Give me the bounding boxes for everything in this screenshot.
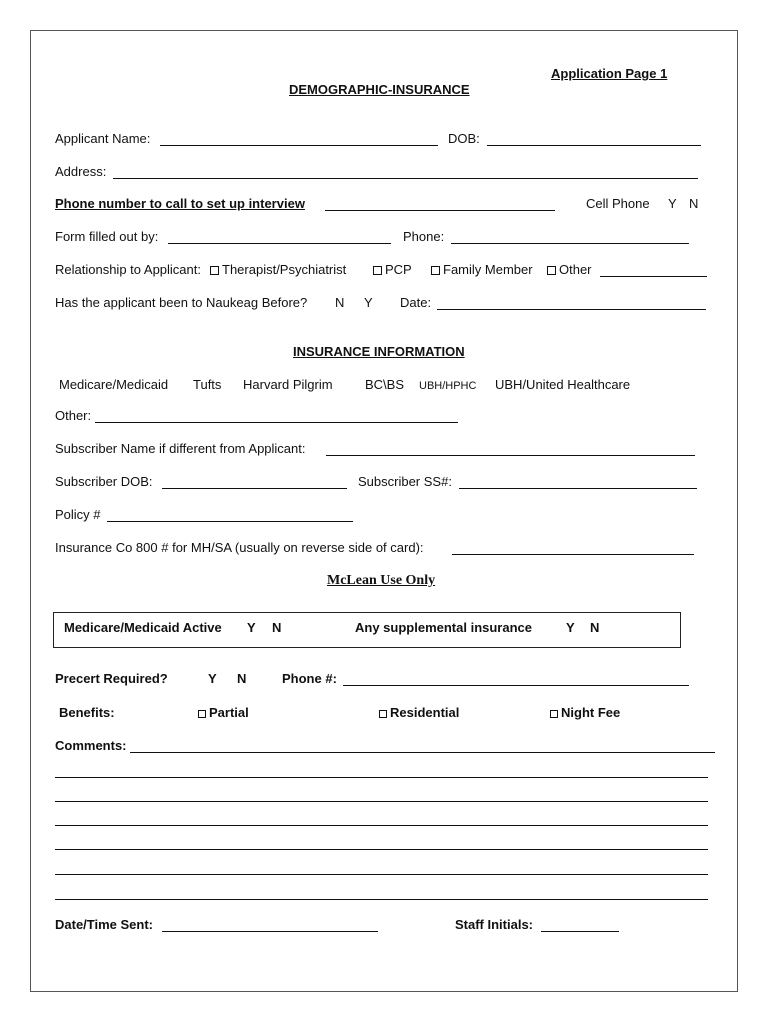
subscriber-ss-field[interactable]	[459, 488, 697, 489]
subscriber-name-label: Subscriber Name if different from Applicant:	[55, 441, 306, 456]
other-label: Other:	[55, 408, 92, 423]
policy-label: Policy #	[55, 507, 101, 522]
precert-label: Precert Required?	[55, 671, 168, 686]
form-page	[30, 30, 738, 992]
insurance-800-field[interactable]	[452, 554, 694, 555]
comments-line-3[interactable]	[55, 801, 708, 802]
phone-field[interactable]	[451, 243, 689, 244]
relationship-label: Relationship to Applicant:	[55, 262, 201, 277]
provider-ubh-united[interactable]: UBH/United Healthcare	[495, 377, 631, 392]
page-label: Application Page 1	[551, 66, 668, 81]
form-filled-field[interactable]	[168, 243, 391, 244]
precert-y[interactable]: Y	[208, 671, 217, 686]
date-label: Date:	[400, 295, 432, 310]
phone-interview-field[interactable]	[325, 210, 555, 211]
supplemental-n[interactable]: N	[590, 620, 600, 635]
other-field[interactable]	[95, 422, 458, 423]
comments-line-2[interactable]	[55, 777, 708, 778]
mclean-title: McLean Use Only	[327, 573, 436, 588]
naukeag-y[interactable]: Y	[364, 295, 373, 310]
rel-option-family[interactable]: Family Member	[431, 262, 533, 278]
address-field[interactable]	[113, 178, 698, 179]
comments-line-6[interactable]	[55, 874, 708, 875]
subscriber-dob-field[interactable]	[162, 488, 347, 489]
provider-harvard[interactable]: Harvard Pilgrim	[243, 377, 333, 392]
comments-label: Comments:	[55, 738, 127, 753]
policy-field[interactable]	[107, 521, 353, 522]
cell-phone-n[interactable]: N	[689, 196, 699, 211]
precert-phone-label: Phone #:	[282, 671, 337, 686]
precert-n[interactable]: N	[237, 671, 247, 686]
medicare-active-label: Medicare/Medicaid Active	[64, 620, 222, 635]
rel-option-pcp[interactable]: PCP	[373, 262, 412, 278]
staff-initials-label: Staff Initials:	[455, 917, 534, 932]
benefits-label: Benefits:	[59, 705, 115, 720]
medicare-active-y[interactable]: Y	[247, 620, 256, 635]
phone-interview-label: Phone number to call to set up interview	[55, 196, 305, 211]
rel-other-field[interactable]	[600, 276, 707, 277]
provider-tufts[interactable]: Tufts	[193, 377, 222, 392]
rel-option-therapist[interactable]: Therapist/Psychiatrist	[210, 262, 346, 278]
supplemental-label: Any supplemental insurance	[355, 620, 532, 635]
date-sent-field[interactable]	[162, 931, 378, 932]
cell-phone-label: Cell Phone	[586, 196, 650, 211]
dob-label: DOB:	[448, 131, 480, 146]
phone-label: Phone:	[403, 229, 445, 244]
form-filled-label: Form filled out by:	[55, 229, 159, 244]
address-label: Address:	[55, 164, 107, 179]
checkbox-icon	[210, 266, 219, 275]
staff-initials-field[interactable]	[541, 931, 619, 932]
provider-bcbs[interactable]: BC\BS	[365, 377, 405, 392]
insurance-800-label: Insurance Co 800 # for MH/SA (usually on reverse side of card):	[55, 540, 424, 555]
applicant-name-label: Applicant Name:	[55, 131, 151, 146]
checkbox-icon	[547, 266, 556, 275]
checkbox-icon	[379, 710, 387, 718]
cell-phone-y[interactable]: Y	[668, 196, 677, 211]
insurance-title: INSURANCE INFORMATION	[293, 344, 465, 359]
checkbox-icon	[373, 266, 382, 275]
subscriber-name-field[interactable]	[326, 455, 695, 456]
precert-phone-field[interactable]	[343, 685, 689, 686]
comments-line-5[interactable]	[55, 849, 708, 850]
date-field[interactable]	[437, 309, 706, 310]
medicare-active-n[interactable]: N	[272, 620, 282, 635]
benefit-residential[interactable]: Residential	[379, 705, 459, 721]
benefit-night-fee[interactable]: Night Fee	[550, 705, 620, 721]
comments-line-4[interactable]	[55, 825, 708, 826]
rel-option-other[interactable]: Other	[547, 262, 592, 278]
naukeag-label: Has the applicant been to Naukeag Before?	[55, 295, 308, 310]
checkbox-icon	[431, 266, 440, 275]
provider-medicare[interactable]: Medicare/Medicaid	[59, 377, 169, 392]
subscriber-dob-label: Subscriber DOB:	[55, 474, 153, 489]
supplemental-y[interactable]: Y	[566, 620, 575, 635]
dob-field[interactable]	[487, 145, 701, 146]
benefit-partial[interactable]: Partial	[198, 705, 249, 721]
subscriber-ss-label: Subscriber SS#:	[358, 474, 452, 489]
applicant-name-field[interactable]	[160, 145, 438, 146]
date-sent-label: Date/Time Sent:	[55, 917, 154, 932]
form-title: DEMOGRAPHIC-INSURANCE	[289, 82, 470, 97]
checkbox-icon	[198, 710, 206, 718]
provider-ubh-hphc[interactable]: UBH/HPHC	[419, 380, 477, 392]
checkbox-icon	[550, 710, 558, 718]
naukeag-n[interactable]: N	[335, 295, 345, 310]
comments-line-7[interactable]	[55, 899, 708, 900]
comments-line-1[interactable]	[130, 752, 715, 753]
